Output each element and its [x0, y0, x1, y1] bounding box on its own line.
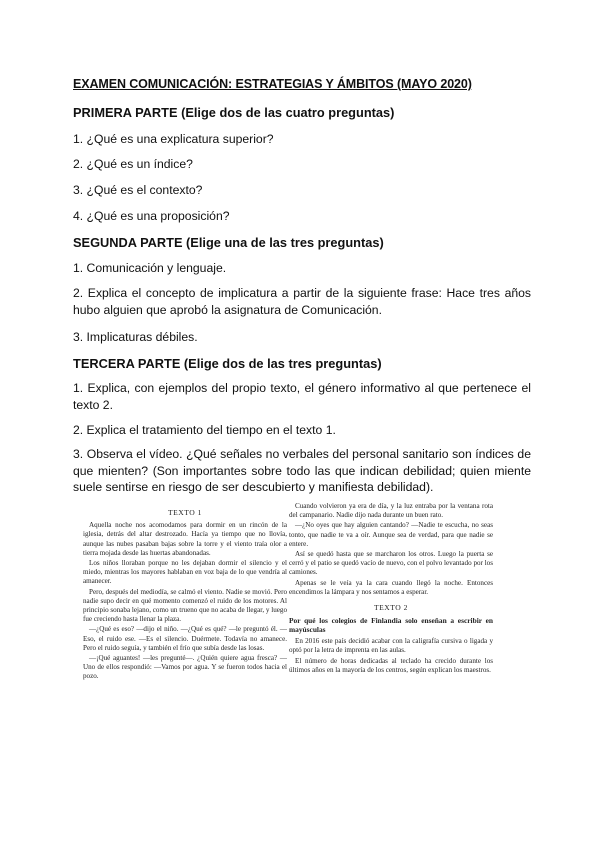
text1-continued-paragraph: Así se quedó hasta que se marcharon los otros. Luego la puerta se cerró y el patio se quedó vacío de nuevo, con el polvo levantado por los camiones.: [289, 550, 493, 577]
text1-paragraph: Aquella noche nos acomodamos para dormir en un rincón de la iglesia, detrás del altar destrozado. Hacía ya tiempo que no llovía, aunque las nubes pasaban bajas sobre la torre y el viento traía olor a tierra mojada desde las huertas abandonadas.: [83, 521, 287, 557]
text1-continued-paragraph: —¿No oyes que hay alguien cantando? —Nadie te escucha, no seas tonto, que nadie te va a oír. Aunque sea de verdad, para que nadie se entere.: [289, 521, 493, 548]
part1-question-1: 1. ¿Qué es una explicatura superior?: [73, 132, 274, 146]
text1-continued-paragraph: Apenas se le veía ya la cara cuando llegó la noche. Entonces encendimos la lámpara y nos sentamos a esperar.: [289, 578, 493, 596]
scan-left-column: [83, 502, 287, 683]
part1-question-2: 2. ¿Qué es un índice?: [73, 157, 193, 171]
part1-heading: PRIMERA PARTE (Elige dos de las cuatro preguntas): [73, 105, 395, 120]
text2-paragraph: En 2016 este país decidió acabar con la caligrafía cursiva o ligada y optó por la letra de imprenta en las aulas.: [289, 637, 493, 655]
part3-question-2: 2. Explica el tratamiento del tiempo en el texto 1.: [73, 423, 336, 437]
exam-title: EXAMEN COMUNICACIÓN: ESTRATEGIAS Y ÁMBITOS (MAYO 2020): [73, 77, 472, 91]
part1-question-4: 4. ¿Qué es una proposición?: [73, 209, 230, 223]
text1-continued-paragraph: Cuando volvieron ya era de día, y la luz entraba por la ventana rota del campanario. Nadie dijo nada durante un buen rato.: [289, 502, 493, 520]
scan-right-column: [289, 502, 493, 676]
part1-question-3: 3. ¿Qué es el contexto?: [73, 183, 203, 197]
text1-paragraph: —¿Qué es eso? —dijo el niño. —¿Qué es qué? —le preguntó él. —Eso, el ruido ese. —Es el silencio. Duérmete. Todavía no amanece. Pero el ruido seguía, y también el frío que subía desde las losas.: [83, 625, 287, 652]
text1-paragraph: —¡Qué aguantes! —les pregunté—. ¿Quién quiere agua fresca? —Uno de ellos respondió: —Vamos por agua. Y se fueron todos hacia el pozo.: [83, 654, 287, 681]
part2-question-3: 3. Implicaturas débiles.: [73, 330, 198, 344]
part3-heading: TERCERA PARTE (Elige dos de las tres preguntas): [73, 356, 382, 371]
scanned-text-image: [73, 502, 513, 848]
text2-headline: Por qué los colegios de Finlandia solo enseñan a escribir en mayúsculas: [289, 616, 493, 635]
part2-question-1: 1. Comunicación y lenguaje.: [73, 261, 227, 275]
text1-paragraph: Los niños lloraban porque no les dejaban dormir el silencio y el miedo, mientras los mayores hablaban en voz baja de lo que vendría al amanecer.: [83, 559, 287, 586]
text1-paragraph: Pero, después del mediodía, se calmó el viento. Nadie se movió. Pero nadie supo decir en qué momento comenzó el ruido de los motores. Al principio sonaba lejano, como un trueno que no acaba de llegar, y luego fue creciendo hasta llenar la plaza.: [83, 587, 287, 624]
part3-question-3: 3. Observa el vídeo. ¿Qué señales no verbales del personal sanitario son índices de que mienten? (Son importantes sobre todo las que indican debilidad; quien miente suele sentirse en riesgo de ser descubierto y manifiesta debilidad).: [73, 447, 531, 494]
text1-title: TEXTO 1: [168, 508, 202, 517]
text2-paragraph: El número de horas dedicadas al teclado ha crecido durante los últimos años en la mayoría de los centros, según explican los maestros.: [289, 656, 493, 674]
part3-question-1: 1. Explica, con ejemplos del propio texto, el género informativo al que pertenece el texto 2.: [73, 381, 531, 412]
part2-question-2: 2. Explica el concepto de implicatura a partir de la siguiente frase: Hace tres años hubo alguien que aprobó la asignatura de Comunicación.: [73, 286, 531, 317]
part2-heading: SEGUNDA PARTE (Elige una de las tres preguntas): [73, 235, 384, 250]
text2-title: TEXTO 2: [374, 603, 408, 613]
